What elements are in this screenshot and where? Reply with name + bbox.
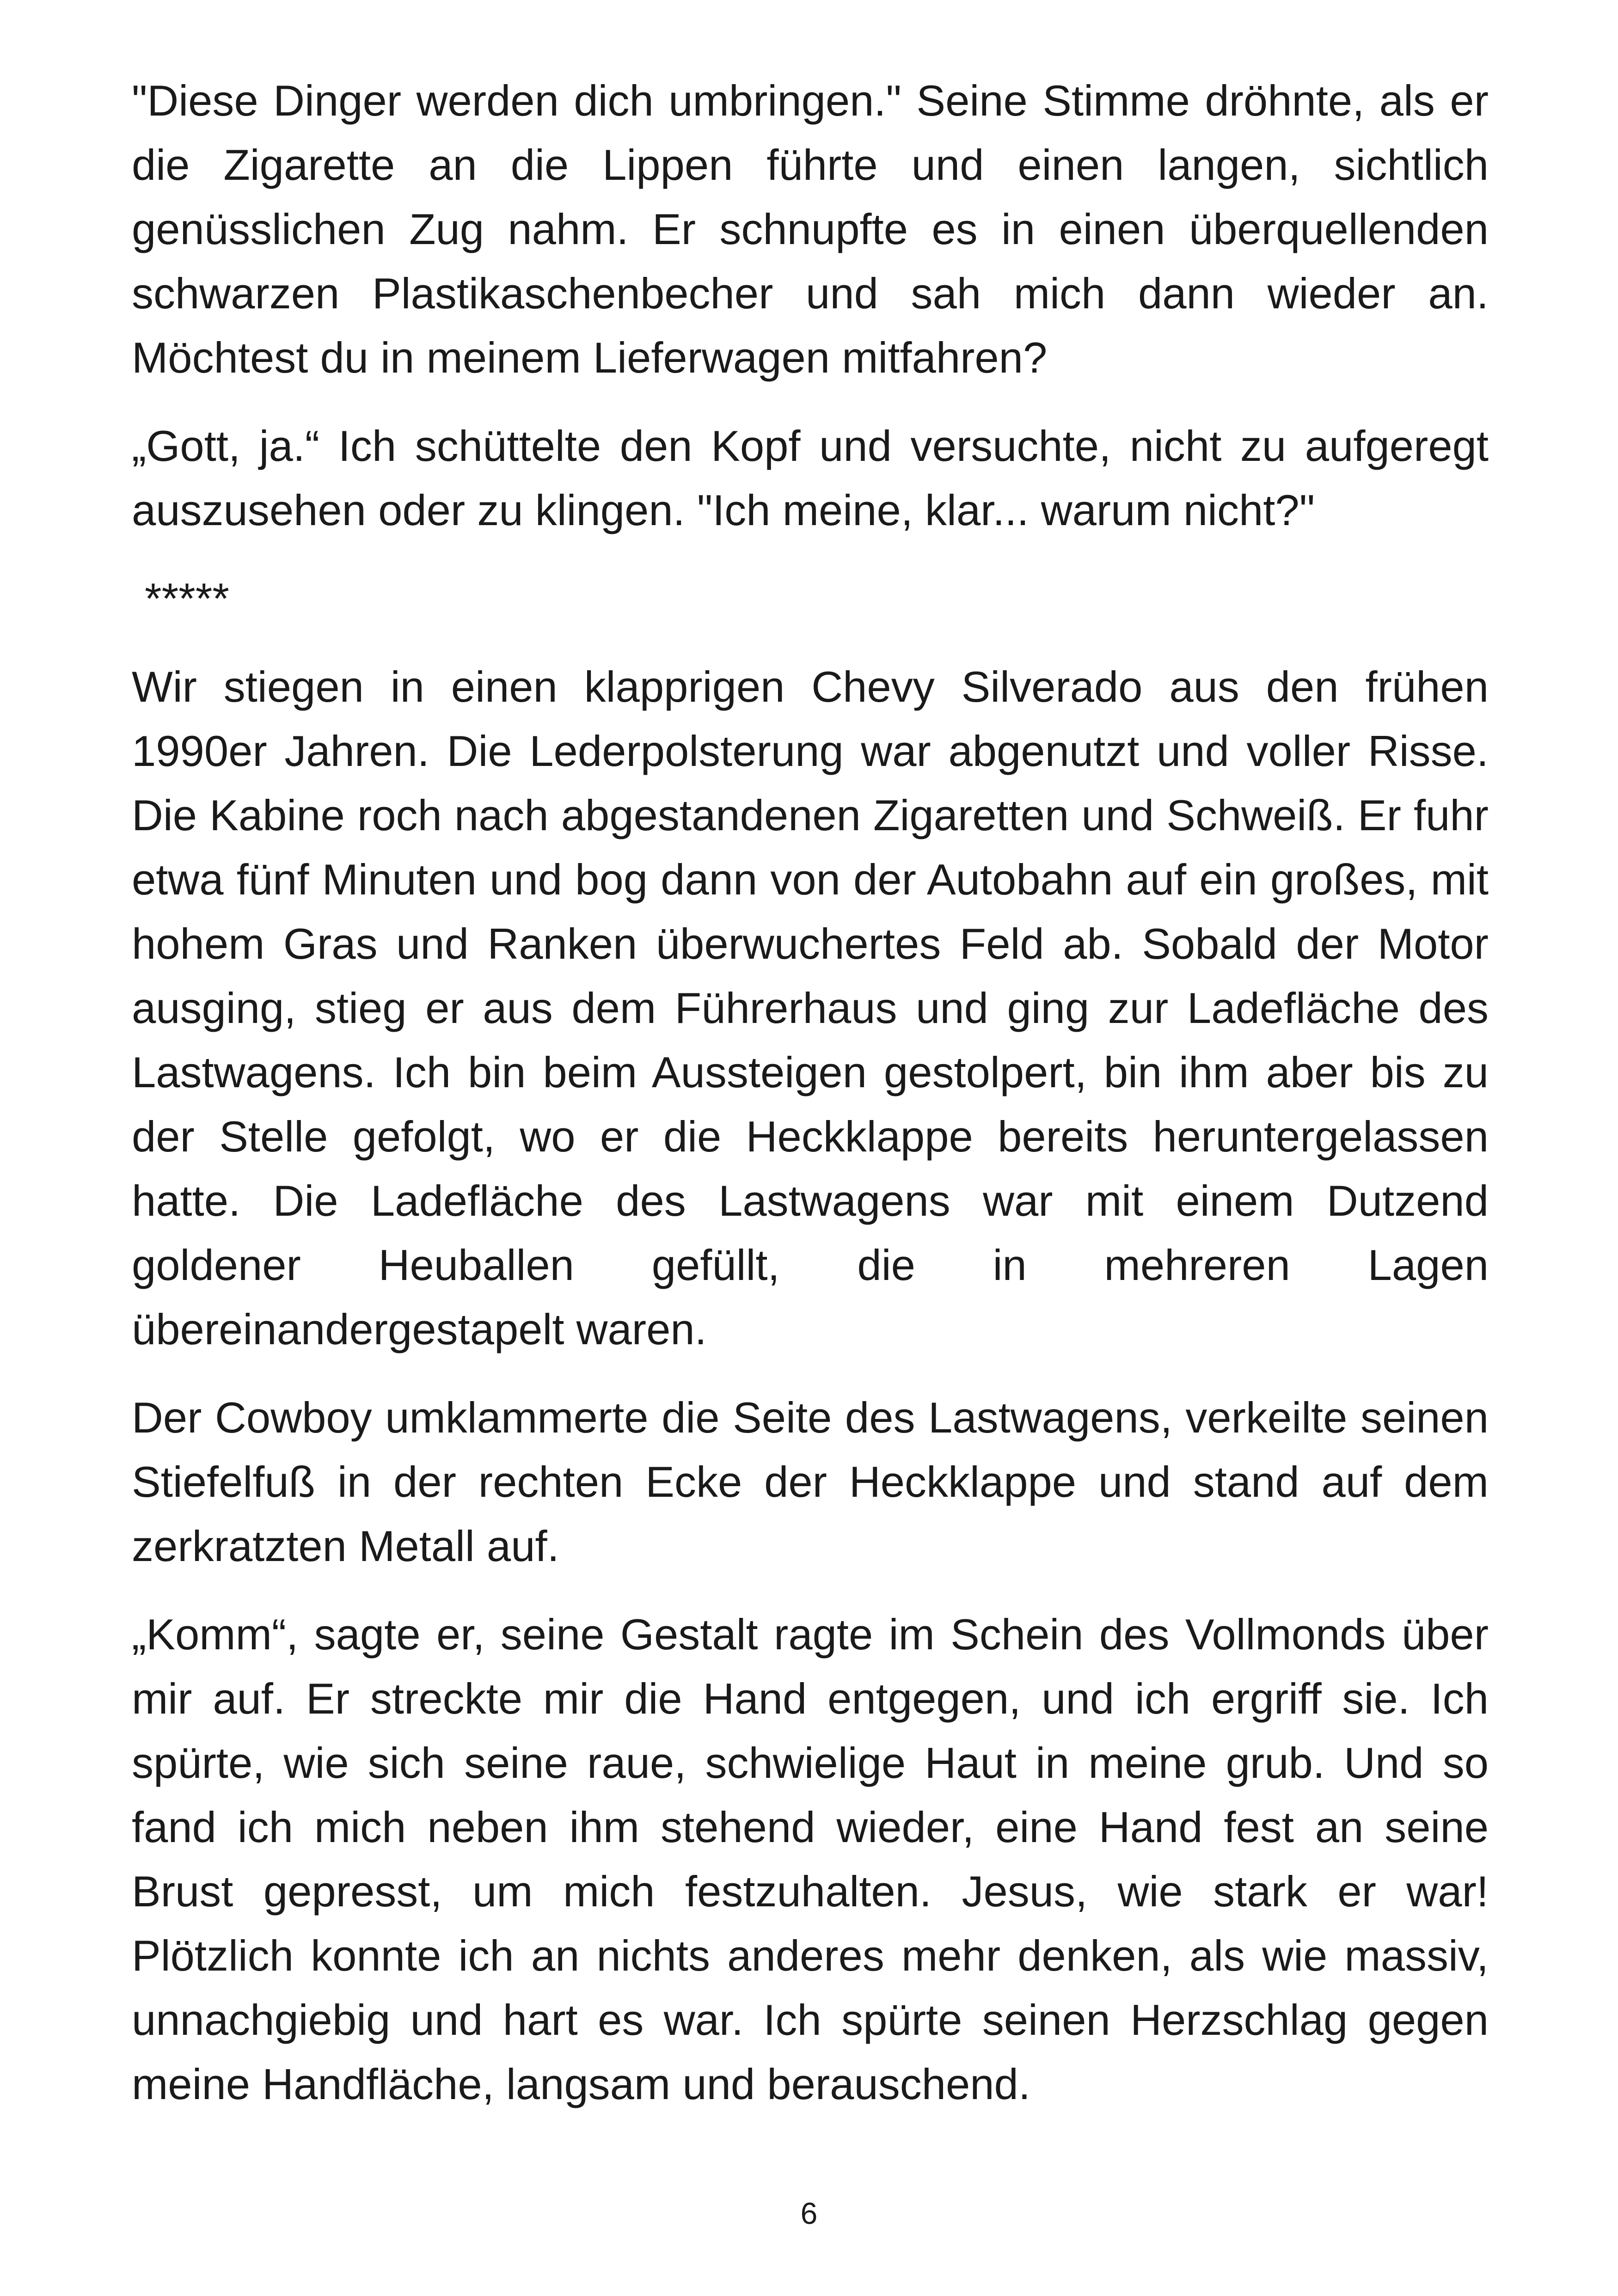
paragraph-4: Der Cowboy umklammerte die Seite des Lastwagens, verkeilte seinen Stiefelfuß in der rechten Ecke der Heckklappe und stand auf dem zerkratzten Metall auf. [132,1393,1489,1570]
page-number: 6 [800,2196,818,2230]
paragraph-1: "Diese Dinger werden dich umbringen." Seine Stimme dröhnte, als er die Zigarette an die Lippen führte und einen langen, sichtlich genüsslichen Zug nahm. Er schnupfte es in einen überquellenden schwarzen Plastikaschenbecher und sah mich dann wieder an. Möchtest du in meinem Lieferwagen mitfahren? [132,76,1489,382]
text-column [132,68,1489,2140]
paragraph-5: „Komm“, sagte er, seine Gestalt ragte im Schein des Vollmonds über mir auf. Er streckte mir die Hand entgegen, und ich ergriff sie. Ich spürte, wie sich seine raue, schwielige Haut in meine grub. Und so fand ich mich neben ihm stehend wieder, eine Hand fest an seine Brust gepresst, um mich festzuhalten. Jesus, wie stark er war! Plötzlich konnte ich an nichts anderes mehr denken, als wie massiv, unnachgiebig und hart es war. Ich spürte seinen Herzschlag gegen meine Handfläche, langsam und berauschend. [132,1610,1489,2108]
paragraph-3: Wir stiegen in einen klapprigen Chevy Silverado aus den frühen 1990er Jahren. Die Lederpolsterung war abgenutzt und voller Risse. Die Kabine roch nach abgestandenen Zigaretten und Schweiß. Er fuhr etwa fünf Minuten und bog dann von der Autobahn auf ein großes, mit hohem Gras und Ranken überwuchertes Feld ab. Sobald der Motor ausging, stieg er aus dem Führerhaus und ging zur Ladefläche des Lastwagens. Ich bin beim Aussteigen gestolpert, bin ihm aber bis zu der Stelle gefolgt, wo er die Heckklappe bereits heruntergelassen hatte. Die Ladefläche des Lastwagens war mit einem Dutzend goldener Heuballen gefüllt, die in mehreren Lagen übereinandergestapelt waren. [132,662,1489,1353]
scene-separator: ***** [145,574,229,623]
paragraph-2: „Gott, ja.“ Ich schüttelte den Kopf und versuchte, nicht zu aufgeregt auszusehen oder zu klingen. "Ich meine, klar... warum nicht?" [132,422,1489,534]
